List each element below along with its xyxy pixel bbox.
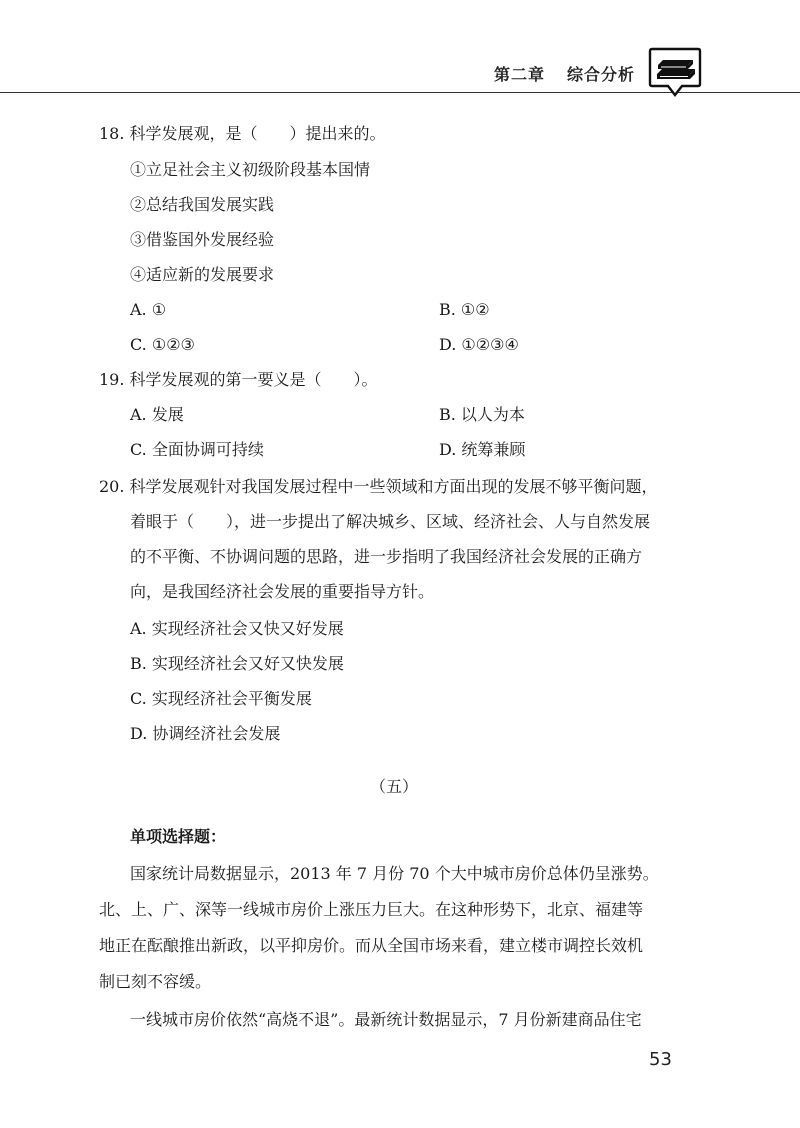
q20-stem-line: 向，是我国经济社会发展的重要指导方针。 <box>130 582 435 601</box>
chapter-label: 第二章 <box>493 65 545 84</box>
q18-option-b: B. ①② <box>439 300 490 319</box>
section-heading: 单项选择题： <box>130 827 227 846</box>
q20-option-a: A. 实现经济社会又快又好发展 <box>130 619 344 638</box>
q19-stem: 19. 科学发展观的第一要义是（ ）。 <box>99 370 378 389</box>
q20-stem-line: 20. 科学发展观针对我国发展过程中一些领域和方面出现的发展不够平衡问题， <box>99 477 658 496</box>
paragraph-line: 北、上、广、深等一线城市房价上涨压力巨大。在这种形势下，北京、福建等 <box>99 900 644 919</box>
q18-item: ③借鉴国外发展经验 <box>130 230 275 249</box>
part-label: （五） <box>370 777 419 796</box>
paragraph-line: 国家统计局数据显示，2013 年 7 月份 70 个大中城市房价总体仍呈涨势。 <box>130 864 659 883</box>
q20-option-b: B. 实现经济社会又好又快发展 <box>130 654 344 673</box>
q18-item: ①立足社会主义初级阶段基本国情 <box>130 160 371 179</box>
page-number: 53 <box>649 1049 672 1070</box>
section-label: 综合分析 <box>566 65 635 84</box>
q18-option-a: A. ① <box>130 300 167 319</box>
q20-option-c: C. 实现经济社会平衡发展 <box>130 689 312 708</box>
q18-option-c: C. ①②③ <box>130 335 195 354</box>
q18-item: ④适应新的发展要求 <box>130 265 275 284</box>
paragraph-line: 一线城市房价依然“高烧不退”。最新统计数据显示，7 月份新建商品住宅 <box>130 1010 642 1029</box>
chapter-header <box>494 62 635 85</box>
q18-option-d: D. ①②③④ <box>439 335 519 354</box>
paragraph-line: 制已刻不容缓。 <box>99 972 212 991</box>
paragraph-line: 地正在酝酿推出新政，以平抑房价。而从全国市场来看，建立楼市调控长效机 <box>99 936 644 955</box>
q19-option-a: A. 发展 <box>130 405 184 424</box>
q20-stem-line: 的不平衡、不协调问题的思路，进一步指明了我国经济社会发展的正确方 <box>130 547 643 566</box>
q19-option-d: D. 统筹兼顾 <box>439 440 526 459</box>
q18-stem: 18. 科学发展观，是（ ）提出来的。 <box>99 124 386 143</box>
q20-stem-line: 着眼于（ ），进一步提出了解决城乡、区域、经济社会、人与自然发展 <box>130 512 651 531</box>
q20-option-d: D. 协调经济社会发展 <box>130 724 281 743</box>
q19-option-b: B. 以人为本 <box>439 405 525 424</box>
q18-item: ②总结我国发展实践 <box>130 195 275 214</box>
book-stack-icon <box>648 46 702 98</box>
q19-option-c: C. 全面协调可持续 <box>130 440 264 459</box>
